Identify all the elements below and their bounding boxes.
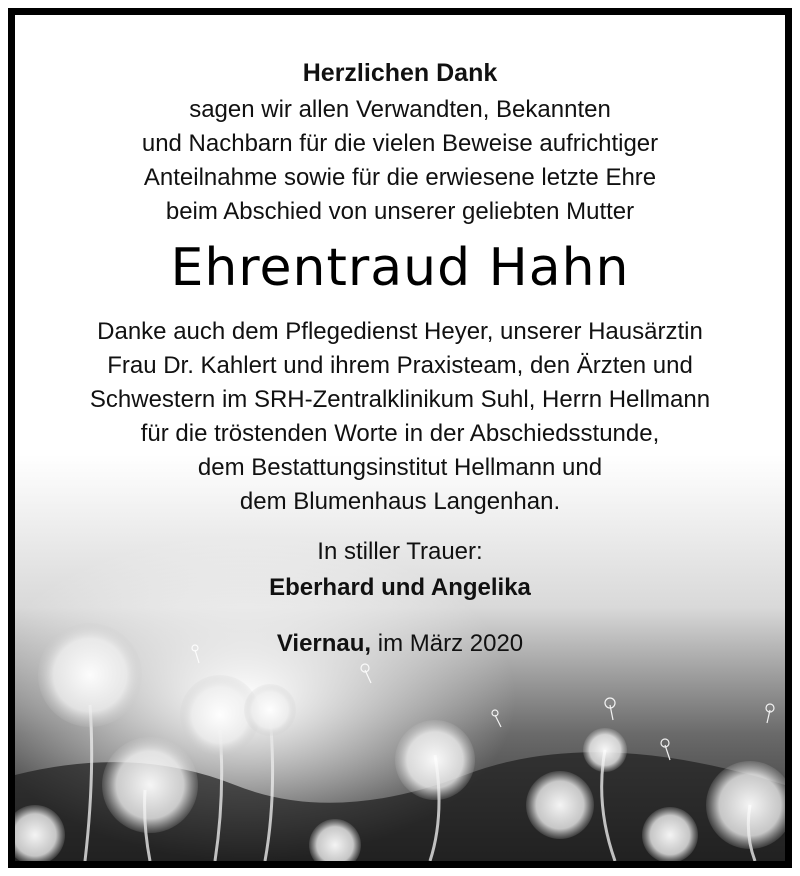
- intro-line: sagen wir allen Verwandten, Bekannten: [189, 96, 611, 123]
- date: im März 2020: [371, 630, 524, 657]
- intro-line: beim Abschied von unserer geliebten Mutter: [165, 198, 635, 225]
- signers: Eberhard und Angelika: [269, 574, 531, 601]
- place: Viernau,: [276, 630, 372, 657]
- intro-text: [15, 93, 785, 229]
- thanks-line: Frau Dr. Kahlert und ihrem Praxisteam, den Ärzten und: [107, 352, 693, 379]
- thanks-line: dem Blumenhaus Langenhan.: [239, 488, 561, 515]
- intro-line: und Nachbarn für die vielen Beweise aufrichtiger: [141, 130, 659, 157]
- thanks-line: für die tröstenden Worte in der Abschiedsstunde,: [140, 420, 660, 447]
- thanks-line: Schwestern im SRH-Zentralklinikum Suhl, Herrn Hellmann: [89, 386, 711, 413]
- thanks-text: [15, 315, 785, 519]
- intro-line: Anteilnahme sowie für die erwiesene letzte Ehre: [143, 164, 657, 191]
- place-date: [15, 627, 785, 661]
- notice-title: Herzlichen Dank: [302, 59, 498, 87]
- deceased-name: Ehrentraud Hahn: [170, 238, 630, 298]
- thanks-line: dem Bestattungsinstitut Hellmann und: [197, 454, 603, 481]
- thanks-line: Danke auch dem Pflegedienst Heyer, unserer Hausärztin: [97, 318, 703, 345]
- notice-frame: [8, 8, 792, 868]
- mourning-phrase: In stiller Trauer:: [317, 538, 483, 565]
